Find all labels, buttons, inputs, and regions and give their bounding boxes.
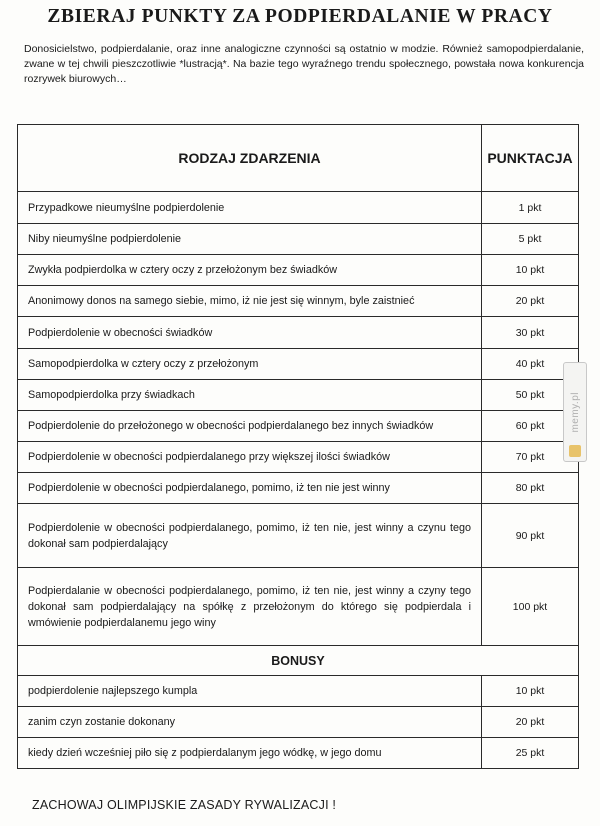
- event-cell: Przypadkowe nieumyślne podpierdolenie: [18, 192, 482, 224]
- event-cell: Podpierdolenie w obecności podpierdalanego, pomimo, iż ten nie jest winny: [18, 473, 482, 504]
- event-cell: zanim czyn zostanie dokonany: [18, 707, 482, 738]
- points-cell: 50 pkt: [482, 380, 579, 411]
- table-row: [18, 411, 579, 442]
- watermark-text: memy.pl: [569, 391, 581, 433]
- points-cell: 90 pkt: [482, 504, 579, 568]
- event-cell: Podpierdolenie do przełożonego w obecności podpierdalanego bez innych świadków: [18, 411, 482, 442]
- table-row: [18, 380, 579, 411]
- table-row: [18, 317, 579, 349]
- header-points: PUNKTACJA: [482, 125, 579, 192]
- event-cell: podpierdolenie najlepszego kumpla: [18, 676, 482, 707]
- table-header-row: [18, 125, 579, 192]
- points-cell: 30 pkt: [482, 317, 579, 349]
- points-table: [17, 124, 579, 769]
- table-row: [18, 224, 579, 255]
- table-row: [18, 442, 579, 473]
- points-cell: 40 pkt: [482, 349, 579, 380]
- points-cell: 1 pkt: [482, 192, 579, 224]
- event-cell: Podpierdolenie w obecności świadków: [18, 317, 482, 349]
- points-cell: 70 pkt: [482, 442, 579, 473]
- event-cell: Podpierdolenie w obecności podpierdalanego przy większej ilości świadków: [18, 442, 482, 473]
- watermark-logo-icon: [569, 445, 581, 457]
- event-cell: kiedy dzień wcześniej piło się z podpierdalanym jego wódkę, w jego domu: [18, 738, 482, 769]
- points-cell: 20 pkt: [482, 707, 579, 738]
- page-title: ZBIERAJ PUNKTY ZA PODPIERDALANIE W PRACY: [47, 6, 553, 27]
- table-row: [18, 192, 579, 224]
- header-event: RODZAJ ZDARZENIA: [18, 125, 482, 192]
- points-cell: 20 pkt: [482, 286, 579, 317]
- table-row: [18, 349, 579, 380]
- points-cell: 10 pkt: [482, 676, 579, 707]
- event-cell: Samopodpierdolka w cztery oczy z przełożonym: [18, 349, 482, 380]
- table-row: [18, 568, 579, 646]
- points-cell: 80 pkt: [482, 473, 579, 504]
- points-cell: 100 pkt: [482, 568, 579, 646]
- event-cell: Niby nieumyślne podpierdolenie: [18, 224, 482, 255]
- bonus-row: [18, 707, 579, 738]
- table-row: [18, 255, 579, 286]
- event-cell: Zwykła podpierdolka w cztery oczy z przełożonym bez świadków: [18, 255, 482, 286]
- footer-slogan: ZACHOWAJ OLIMPIJSKIE ZASADY RYWALIZACJI !: [32, 798, 337, 812]
- event-cell: Samopodpierdolka przy świadkach: [18, 380, 482, 411]
- table-row: [18, 504, 579, 568]
- event-cell: Podpierdolenie w obecności podpierdalanego, pomimo, iż ten nie, jest winny a czynu tego dokonał sam podpierdalający: [18, 504, 482, 568]
- bonus-row: [18, 676, 579, 707]
- points-cell: 25 pkt: [482, 738, 579, 769]
- bonus-row: [18, 738, 579, 769]
- event-cell: Podpierdalanie w obecności podpierdalanego, pomimo, iż ten nie, jest winny a czyny tego dokonał sam podpierdalający na spółkę z przełożonym do którego się podpierdala i wmówienie podpierdalanemu jego winy: [18, 568, 482, 646]
- table-row: [18, 286, 579, 317]
- table-row: [18, 473, 579, 504]
- points-cell: 5 pkt: [482, 224, 579, 255]
- event-cell: Anonimowy donos na samego siebie, mimo, iż nie jest się winnym, byle zaistnieć: [18, 286, 482, 317]
- points-cell: 60 pkt: [482, 411, 579, 442]
- bonus-header: BONUSY: [18, 646, 579, 676]
- intro-paragraph: Donosicielstwo, podpierdalanie, oraz inne analogiczne czynności są ostatnio w modzie. Również samopodpierdalanie, zwane w tej chwili pieszczotliwie *lustracją*. Na bazie tego wyraźnego trendu społecznego, powstała nowa konkurencja rozrywek biurowych…: [24, 43, 584, 85]
- bonus-header-row: [18, 646, 579, 676]
- points-cell: 10 pkt: [482, 255, 579, 286]
- watermark: [563, 362, 587, 462]
